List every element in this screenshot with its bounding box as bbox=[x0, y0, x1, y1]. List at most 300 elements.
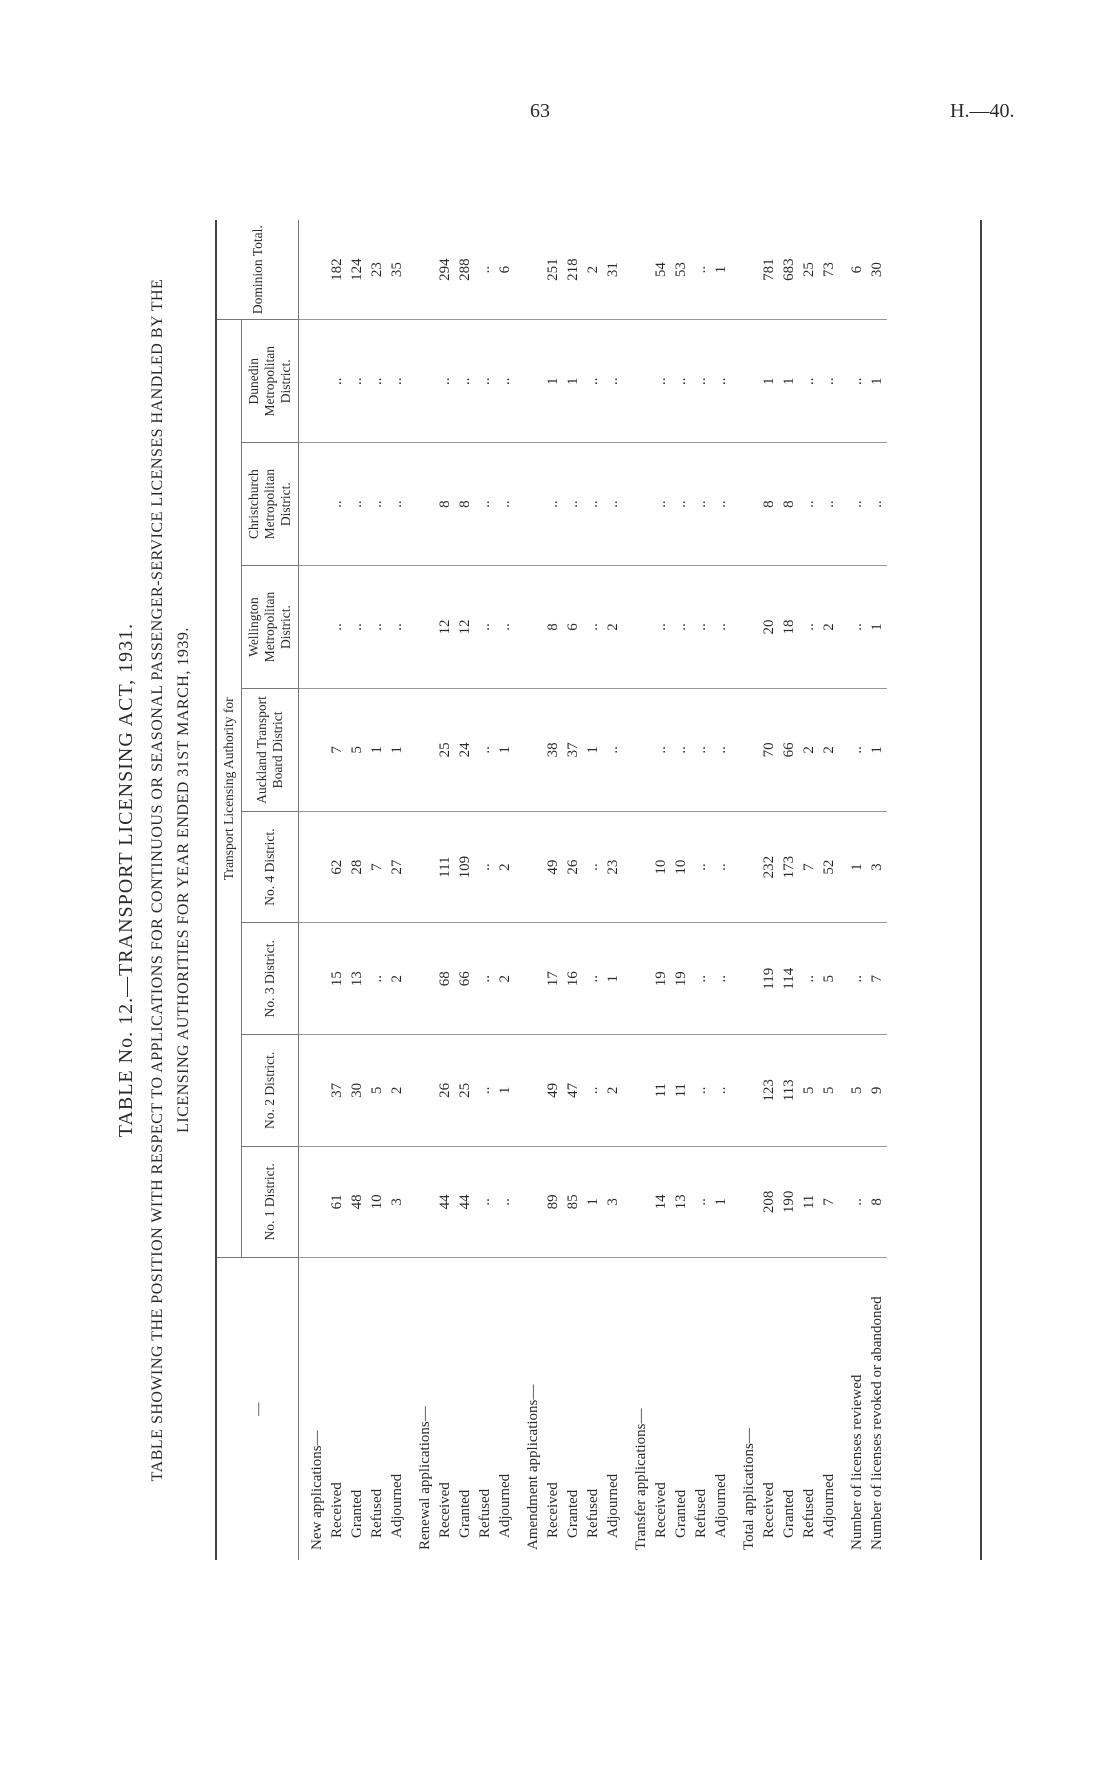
empty-cell bbox=[731, 1035, 759, 1147]
value-cell: .. bbox=[671, 443, 691, 566]
row-label: Refused bbox=[693, 1488, 709, 1538]
value-cell: 111 bbox=[435, 811, 455, 923]
value-cell: .. bbox=[583, 1035, 603, 1147]
section-heading: Renewal applications— bbox=[417, 1406, 433, 1550]
empty-cell bbox=[299, 220, 328, 320]
document-code: H.—40. bbox=[950, 100, 1015, 122]
row-label: Received bbox=[329, 1482, 345, 1538]
value-cell: 2 bbox=[799, 688, 819, 811]
value-cell: 23 bbox=[367, 220, 387, 320]
value-cell: .. bbox=[711, 1035, 731, 1147]
value-cell: .. bbox=[711, 811, 731, 923]
empty-cell bbox=[299, 320, 328, 443]
section-heading-row bbox=[515, 220, 543, 1560]
value-cell: 12 bbox=[455, 566, 475, 689]
value-cell: .. bbox=[651, 688, 671, 811]
value-cell: .. bbox=[475, 1146, 495, 1258]
empty-cell bbox=[299, 566, 328, 689]
value-cell: 10 bbox=[367, 1146, 387, 1258]
empty-cell bbox=[731, 923, 759, 1035]
col-header-no2: No. 2 District. bbox=[242, 1035, 299, 1147]
value-cell: 7 bbox=[367, 811, 387, 923]
value-cell: .. bbox=[839, 320, 867, 443]
empty-cell bbox=[407, 811, 435, 923]
licensing-table bbox=[215, 220, 887, 1560]
table-row bbox=[563, 220, 583, 1560]
rotated-table-page bbox=[105, 200, 1065, 1560]
value-cell: .. bbox=[347, 566, 367, 689]
row-label: Granted bbox=[349, 1489, 365, 1538]
empty-cell bbox=[515, 320, 543, 443]
value-cell: 7 bbox=[819, 1146, 839, 1258]
empty-cell bbox=[515, 923, 543, 1035]
value-cell: .. bbox=[475, 220, 495, 320]
value-cell: 683 bbox=[779, 220, 799, 320]
value-cell: 1 bbox=[563, 320, 583, 443]
value-cell: 24 bbox=[455, 688, 475, 811]
value-cell: .. bbox=[839, 923, 867, 1035]
value-cell: .. bbox=[711, 688, 731, 811]
col-header-no1: No. 1 District. bbox=[242, 1146, 299, 1258]
value-cell: .. bbox=[475, 1035, 495, 1147]
value-cell: 1 bbox=[387, 688, 407, 811]
section-heading-row bbox=[299, 220, 328, 1560]
empty-cell bbox=[515, 688, 543, 811]
value-cell: 30 bbox=[867, 220, 887, 320]
value-cell: 25 bbox=[455, 1035, 475, 1147]
value-cell: 3 bbox=[867, 811, 887, 923]
empty-cell bbox=[299, 688, 328, 811]
value-cell: 294 bbox=[435, 220, 455, 320]
row-label: Granted bbox=[457, 1489, 473, 1538]
value-cell: .. bbox=[475, 443, 495, 566]
value-cell: 190 bbox=[779, 1146, 799, 1258]
section-heading: Transfer applications— bbox=[633, 1408, 649, 1550]
value-cell: 13 bbox=[347, 923, 367, 1035]
row-label: Adjourned bbox=[605, 1473, 621, 1538]
empty-cell bbox=[515, 811, 543, 923]
section-heading: Amendment applications— bbox=[525, 1384, 541, 1550]
value-cell: 12 bbox=[435, 566, 455, 689]
value-cell: .. bbox=[711, 443, 731, 566]
value-cell: 1 bbox=[759, 320, 779, 443]
value-cell: 1 bbox=[711, 220, 731, 320]
value-cell: .. bbox=[583, 320, 603, 443]
value-cell: 26 bbox=[435, 1035, 455, 1147]
value-cell: 5 bbox=[347, 688, 367, 811]
section-heading: Total applications— bbox=[741, 1428, 757, 1550]
value-cell: 19 bbox=[651, 923, 671, 1035]
value-cell: 37 bbox=[327, 1035, 347, 1147]
col-header-wellington: Wellington Metropolitan District. bbox=[242, 566, 299, 689]
value-cell: 27 bbox=[387, 811, 407, 923]
value-cell: 10 bbox=[651, 811, 671, 923]
value-cell: 25 bbox=[435, 688, 455, 811]
value-cell: .. bbox=[367, 320, 387, 443]
empty-cell bbox=[731, 1146, 759, 1258]
table-row bbox=[495, 220, 515, 1560]
value-cell: .. bbox=[799, 320, 819, 443]
value-cell: 61 bbox=[327, 1146, 347, 1258]
value-cell: 173 bbox=[779, 811, 799, 923]
row-label: Adjourned bbox=[497, 1473, 513, 1538]
value-cell: 5 bbox=[799, 1035, 819, 1147]
table-row bbox=[435, 220, 455, 1560]
value-cell: .. bbox=[651, 566, 671, 689]
value-cell: .. bbox=[367, 923, 387, 1035]
value-cell: .. bbox=[839, 566, 867, 689]
value-cell: 62 bbox=[327, 811, 347, 923]
value-cell: 3 bbox=[387, 1146, 407, 1258]
value-cell: 1 bbox=[495, 1035, 515, 1147]
empty-cell bbox=[623, 1146, 651, 1258]
empty-cell bbox=[407, 1146, 435, 1258]
row-label: Received bbox=[761, 1482, 777, 1538]
value-cell: .. bbox=[367, 443, 387, 566]
value-cell: 8 bbox=[455, 443, 475, 566]
value-cell: 2 bbox=[387, 1035, 407, 1147]
value-cell: .. bbox=[495, 566, 515, 689]
value-cell: .. bbox=[603, 320, 623, 443]
row-label: Received bbox=[545, 1482, 561, 1538]
value-cell: .. bbox=[671, 566, 691, 689]
value-cell: .. bbox=[347, 443, 367, 566]
value-cell: 218 bbox=[563, 220, 583, 320]
table-title: TABLE No. 12.—TRANSPORT LICENSING ACT, 1931. bbox=[115, 622, 137, 1138]
value-cell: 16 bbox=[563, 923, 583, 1035]
value-cell: 28 bbox=[347, 811, 367, 923]
value-cell: 2 bbox=[603, 1035, 623, 1147]
empty-cell bbox=[407, 566, 435, 689]
empty-cell bbox=[731, 220, 759, 320]
value-cell: .. bbox=[435, 320, 455, 443]
value-cell: 66 bbox=[455, 923, 475, 1035]
value-cell: 68 bbox=[435, 923, 455, 1035]
value-cell: 5 bbox=[819, 923, 839, 1035]
value-cell: 119 bbox=[759, 923, 779, 1035]
value-cell: .. bbox=[475, 320, 495, 443]
value-cell: .. bbox=[475, 566, 495, 689]
value-cell: 8 bbox=[759, 443, 779, 566]
table-row bbox=[779, 220, 799, 1560]
value-cell: .. bbox=[327, 320, 347, 443]
value-cell: .. bbox=[867, 443, 887, 566]
value-cell: .. bbox=[799, 923, 819, 1035]
footer-row bbox=[839, 220, 867, 1560]
value-cell: 109 bbox=[455, 811, 475, 923]
value-cell: 2 bbox=[819, 566, 839, 689]
value-cell: 70 bbox=[759, 688, 779, 811]
col-header-total: Dominion Total. bbox=[216, 220, 299, 320]
value-cell: 11 bbox=[799, 1146, 819, 1258]
value-cell: .. bbox=[691, 220, 711, 320]
value-cell: .. bbox=[495, 320, 515, 443]
value-cell: 114 bbox=[779, 923, 799, 1035]
value-cell: 7 bbox=[867, 923, 887, 1035]
empty-cell bbox=[731, 320, 759, 443]
value-cell: .. bbox=[347, 320, 367, 443]
empty-cell bbox=[623, 320, 651, 443]
value-cell: 1 bbox=[867, 688, 887, 811]
value-cell: 31 bbox=[603, 220, 623, 320]
empty-cell bbox=[299, 1146, 328, 1258]
value-cell: 18 bbox=[779, 566, 799, 689]
value-cell: 25 bbox=[799, 220, 819, 320]
table-body bbox=[299, 220, 888, 1560]
value-cell: 6 bbox=[495, 220, 515, 320]
subtitle-line-1: TABLE SHOWING THE POSITION WITH RESPECT TO APPLICATIONS FOR CONTINUOUS OR SEASONAL PASSENGER-SERVICE LICENSES HANDLED BY THE bbox=[149, 278, 166, 1482]
table-row bbox=[799, 220, 819, 1560]
empty-cell bbox=[623, 1035, 651, 1147]
table-row bbox=[711, 220, 731, 1560]
row-label: Refused bbox=[477, 1488, 493, 1538]
value-cell: 66 bbox=[779, 688, 799, 811]
empty-cell bbox=[623, 443, 651, 566]
value-cell: 1 bbox=[711, 1146, 731, 1258]
value-cell: 14 bbox=[651, 1146, 671, 1258]
value-cell: .. bbox=[799, 566, 819, 689]
value-cell: .. bbox=[839, 688, 867, 811]
empty-cell bbox=[299, 923, 328, 1035]
footer-label: Number of licenses revoked or abandoned bbox=[869, 1296, 885, 1550]
value-cell: 23 bbox=[603, 811, 623, 923]
value-cell: 8 bbox=[867, 1146, 887, 1258]
value-cell: .. bbox=[583, 443, 603, 566]
table-row bbox=[367, 220, 387, 1560]
value-cell: .. bbox=[839, 1146, 867, 1258]
value-cell: .. bbox=[387, 443, 407, 566]
value-cell: .. bbox=[455, 320, 475, 443]
value-cell: 1 bbox=[839, 811, 867, 923]
value-cell: 53 bbox=[671, 220, 691, 320]
empty-cell bbox=[623, 688, 651, 811]
value-cell: 47 bbox=[563, 1035, 583, 1147]
col-header-auckland: Auckland Transport Board District bbox=[242, 688, 299, 811]
value-cell: 38 bbox=[543, 688, 563, 811]
value-cell: 17 bbox=[543, 923, 563, 1035]
value-cell: 2 bbox=[495, 811, 515, 923]
value-cell: .. bbox=[819, 320, 839, 443]
value-cell: 11 bbox=[651, 1035, 671, 1147]
value-cell: 35 bbox=[387, 220, 407, 320]
value-cell: 1 bbox=[867, 320, 887, 443]
empty-cell bbox=[299, 443, 328, 566]
value-cell: 26 bbox=[563, 811, 583, 923]
value-cell: .. bbox=[327, 566, 347, 689]
value-cell: 3 bbox=[603, 1146, 623, 1258]
value-cell: .. bbox=[495, 443, 515, 566]
empty-cell bbox=[515, 1035, 543, 1147]
empty-cell bbox=[515, 1146, 543, 1258]
value-cell: 5 bbox=[819, 1035, 839, 1147]
value-cell: 19 bbox=[671, 923, 691, 1035]
value-cell: .. bbox=[711, 923, 731, 1035]
value-cell: 124 bbox=[347, 220, 367, 320]
value-cell: .. bbox=[475, 811, 495, 923]
value-cell: .. bbox=[475, 923, 495, 1035]
footer-label: Number of licenses reviewed bbox=[849, 1374, 865, 1550]
value-cell: 1 bbox=[583, 688, 603, 811]
value-cell: .. bbox=[475, 688, 495, 811]
value-cell: 89 bbox=[543, 1146, 563, 1258]
value-cell: .. bbox=[651, 443, 671, 566]
col-header-christchurch: Christchurch Metropolitan District. bbox=[242, 443, 299, 566]
value-cell: .. bbox=[691, 320, 711, 443]
value-cell: 5 bbox=[367, 1035, 387, 1147]
table-row bbox=[603, 220, 623, 1560]
value-cell: 13 bbox=[671, 1146, 691, 1258]
value-cell: 8 bbox=[543, 566, 563, 689]
value-cell: 9 bbox=[867, 1035, 887, 1147]
value-cell: 8 bbox=[779, 443, 799, 566]
empty-cell bbox=[623, 220, 651, 320]
row-label: Granted bbox=[781, 1489, 797, 1538]
value-cell: .. bbox=[583, 811, 603, 923]
value-cell: .. bbox=[603, 443, 623, 566]
value-cell: .. bbox=[583, 566, 603, 689]
value-cell: 2 bbox=[603, 566, 623, 689]
row-label: Adjourned bbox=[821, 1473, 837, 1538]
value-cell: 2 bbox=[495, 923, 515, 1035]
empty-cell bbox=[731, 566, 759, 689]
value-cell: 182 bbox=[327, 220, 347, 320]
value-cell: .. bbox=[563, 443, 583, 566]
value-cell: 54 bbox=[651, 220, 671, 320]
subtitle-line-2: LICENSING AUTHORITIES FOR YEAR ENDED 31ST MARCH, 1939. bbox=[175, 627, 192, 1133]
value-cell: 1 bbox=[867, 566, 887, 689]
empty-cell bbox=[731, 443, 759, 566]
page-number: 63 bbox=[530, 100, 550, 122]
table-row bbox=[347, 220, 367, 1560]
section-heading-row bbox=[623, 220, 651, 1560]
value-cell: .. bbox=[367, 566, 387, 689]
value-cell: .. bbox=[799, 443, 819, 566]
value-cell: 1 bbox=[603, 923, 623, 1035]
empty-cell bbox=[731, 688, 759, 811]
section-heading-row bbox=[407, 220, 435, 1560]
empty-cell bbox=[407, 923, 435, 1035]
empty-cell bbox=[515, 220, 543, 320]
value-cell: 2 bbox=[583, 220, 603, 320]
value-cell: 85 bbox=[563, 1146, 583, 1258]
value-cell: 251 bbox=[543, 220, 563, 320]
table-row bbox=[475, 220, 495, 1560]
value-cell: 49 bbox=[543, 1035, 563, 1147]
value-cell: 15 bbox=[327, 923, 347, 1035]
value-cell: 2 bbox=[819, 688, 839, 811]
row-label-header: — bbox=[216, 1258, 299, 1560]
value-cell: .. bbox=[583, 923, 603, 1035]
value-cell: 11 bbox=[671, 1035, 691, 1147]
value-cell: .. bbox=[495, 1146, 515, 1258]
table-subtitle bbox=[145, 200, 197, 1560]
value-cell: 1 bbox=[543, 320, 563, 443]
value-cell: 49 bbox=[543, 811, 563, 923]
value-cell: .. bbox=[691, 566, 711, 689]
value-cell: 5 bbox=[839, 1035, 867, 1147]
row-label: Granted bbox=[673, 1489, 689, 1538]
col-header-no3: No. 3 District. bbox=[242, 923, 299, 1035]
value-cell: 781 bbox=[759, 220, 779, 320]
value-cell: .. bbox=[691, 923, 711, 1035]
value-cell: 73 bbox=[819, 220, 839, 320]
value-cell: 6 bbox=[563, 566, 583, 689]
col-header-dunedin: Dunedin Metropolitan District. bbox=[242, 320, 299, 443]
empty-cell bbox=[623, 923, 651, 1035]
row-label: Received bbox=[653, 1482, 669, 1538]
table-row bbox=[327, 220, 347, 1560]
empty-cell bbox=[407, 220, 435, 320]
value-cell: 48 bbox=[347, 1146, 367, 1258]
table-row bbox=[759, 220, 779, 1560]
value-cell: 113 bbox=[779, 1035, 799, 1147]
value-cell: 6 bbox=[839, 220, 867, 320]
row-label: Adjourned bbox=[389, 1473, 405, 1538]
footer-row bbox=[867, 220, 887, 1560]
value-cell: .. bbox=[691, 1035, 711, 1147]
value-cell: .. bbox=[671, 688, 691, 811]
section-heading-row bbox=[731, 220, 759, 1560]
empty-cell bbox=[407, 688, 435, 811]
empty-cell bbox=[623, 811, 651, 923]
table-row bbox=[387, 220, 407, 1560]
value-cell: .. bbox=[819, 443, 839, 566]
value-cell: 208 bbox=[759, 1146, 779, 1258]
value-cell: .. bbox=[327, 443, 347, 566]
empty-cell bbox=[515, 566, 543, 689]
value-cell: 232 bbox=[759, 811, 779, 923]
row-label: Received bbox=[437, 1482, 453, 1538]
section-heading: New applications— bbox=[309, 1430, 325, 1550]
table-row bbox=[691, 220, 711, 1560]
value-cell: 20 bbox=[759, 566, 779, 689]
row-label: Adjourned bbox=[713, 1473, 729, 1538]
value-cell: 44 bbox=[455, 1146, 475, 1258]
value-cell: 44 bbox=[435, 1146, 455, 1258]
table-row bbox=[455, 220, 475, 1560]
value-cell: 1 bbox=[583, 1146, 603, 1258]
value-cell: 8 bbox=[435, 443, 455, 566]
value-cell: .. bbox=[691, 811, 711, 923]
empty-cell bbox=[299, 811, 328, 923]
row-label: Refused bbox=[585, 1488, 601, 1538]
value-cell: 1 bbox=[779, 320, 799, 443]
empty-cell bbox=[407, 320, 435, 443]
table-row bbox=[819, 220, 839, 1560]
value-cell: 123 bbox=[759, 1035, 779, 1147]
value-cell: 7 bbox=[799, 811, 819, 923]
value-cell: 10 bbox=[671, 811, 691, 923]
value-cell: .. bbox=[671, 320, 691, 443]
value-cell: .. bbox=[711, 320, 731, 443]
empty-cell bbox=[623, 566, 651, 689]
value-cell: .. bbox=[603, 688, 623, 811]
value-cell: .. bbox=[691, 443, 711, 566]
group-header: Transport Licensing Authority for bbox=[216, 320, 242, 1258]
empty-cell bbox=[731, 811, 759, 923]
value-cell: .. bbox=[651, 320, 671, 443]
value-cell: 1 bbox=[367, 688, 387, 811]
value-cell: .. bbox=[387, 320, 407, 443]
value-cell: .. bbox=[711, 566, 731, 689]
value-cell: 2 bbox=[387, 923, 407, 1035]
value-cell: 52 bbox=[819, 811, 839, 923]
col-header-no4: No. 4 District. bbox=[242, 811, 299, 923]
value-cell: .. bbox=[387, 566, 407, 689]
table-row bbox=[583, 220, 603, 1560]
value-cell: 37 bbox=[563, 688, 583, 811]
table-row bbox=[671, 220, 691, 1560]
